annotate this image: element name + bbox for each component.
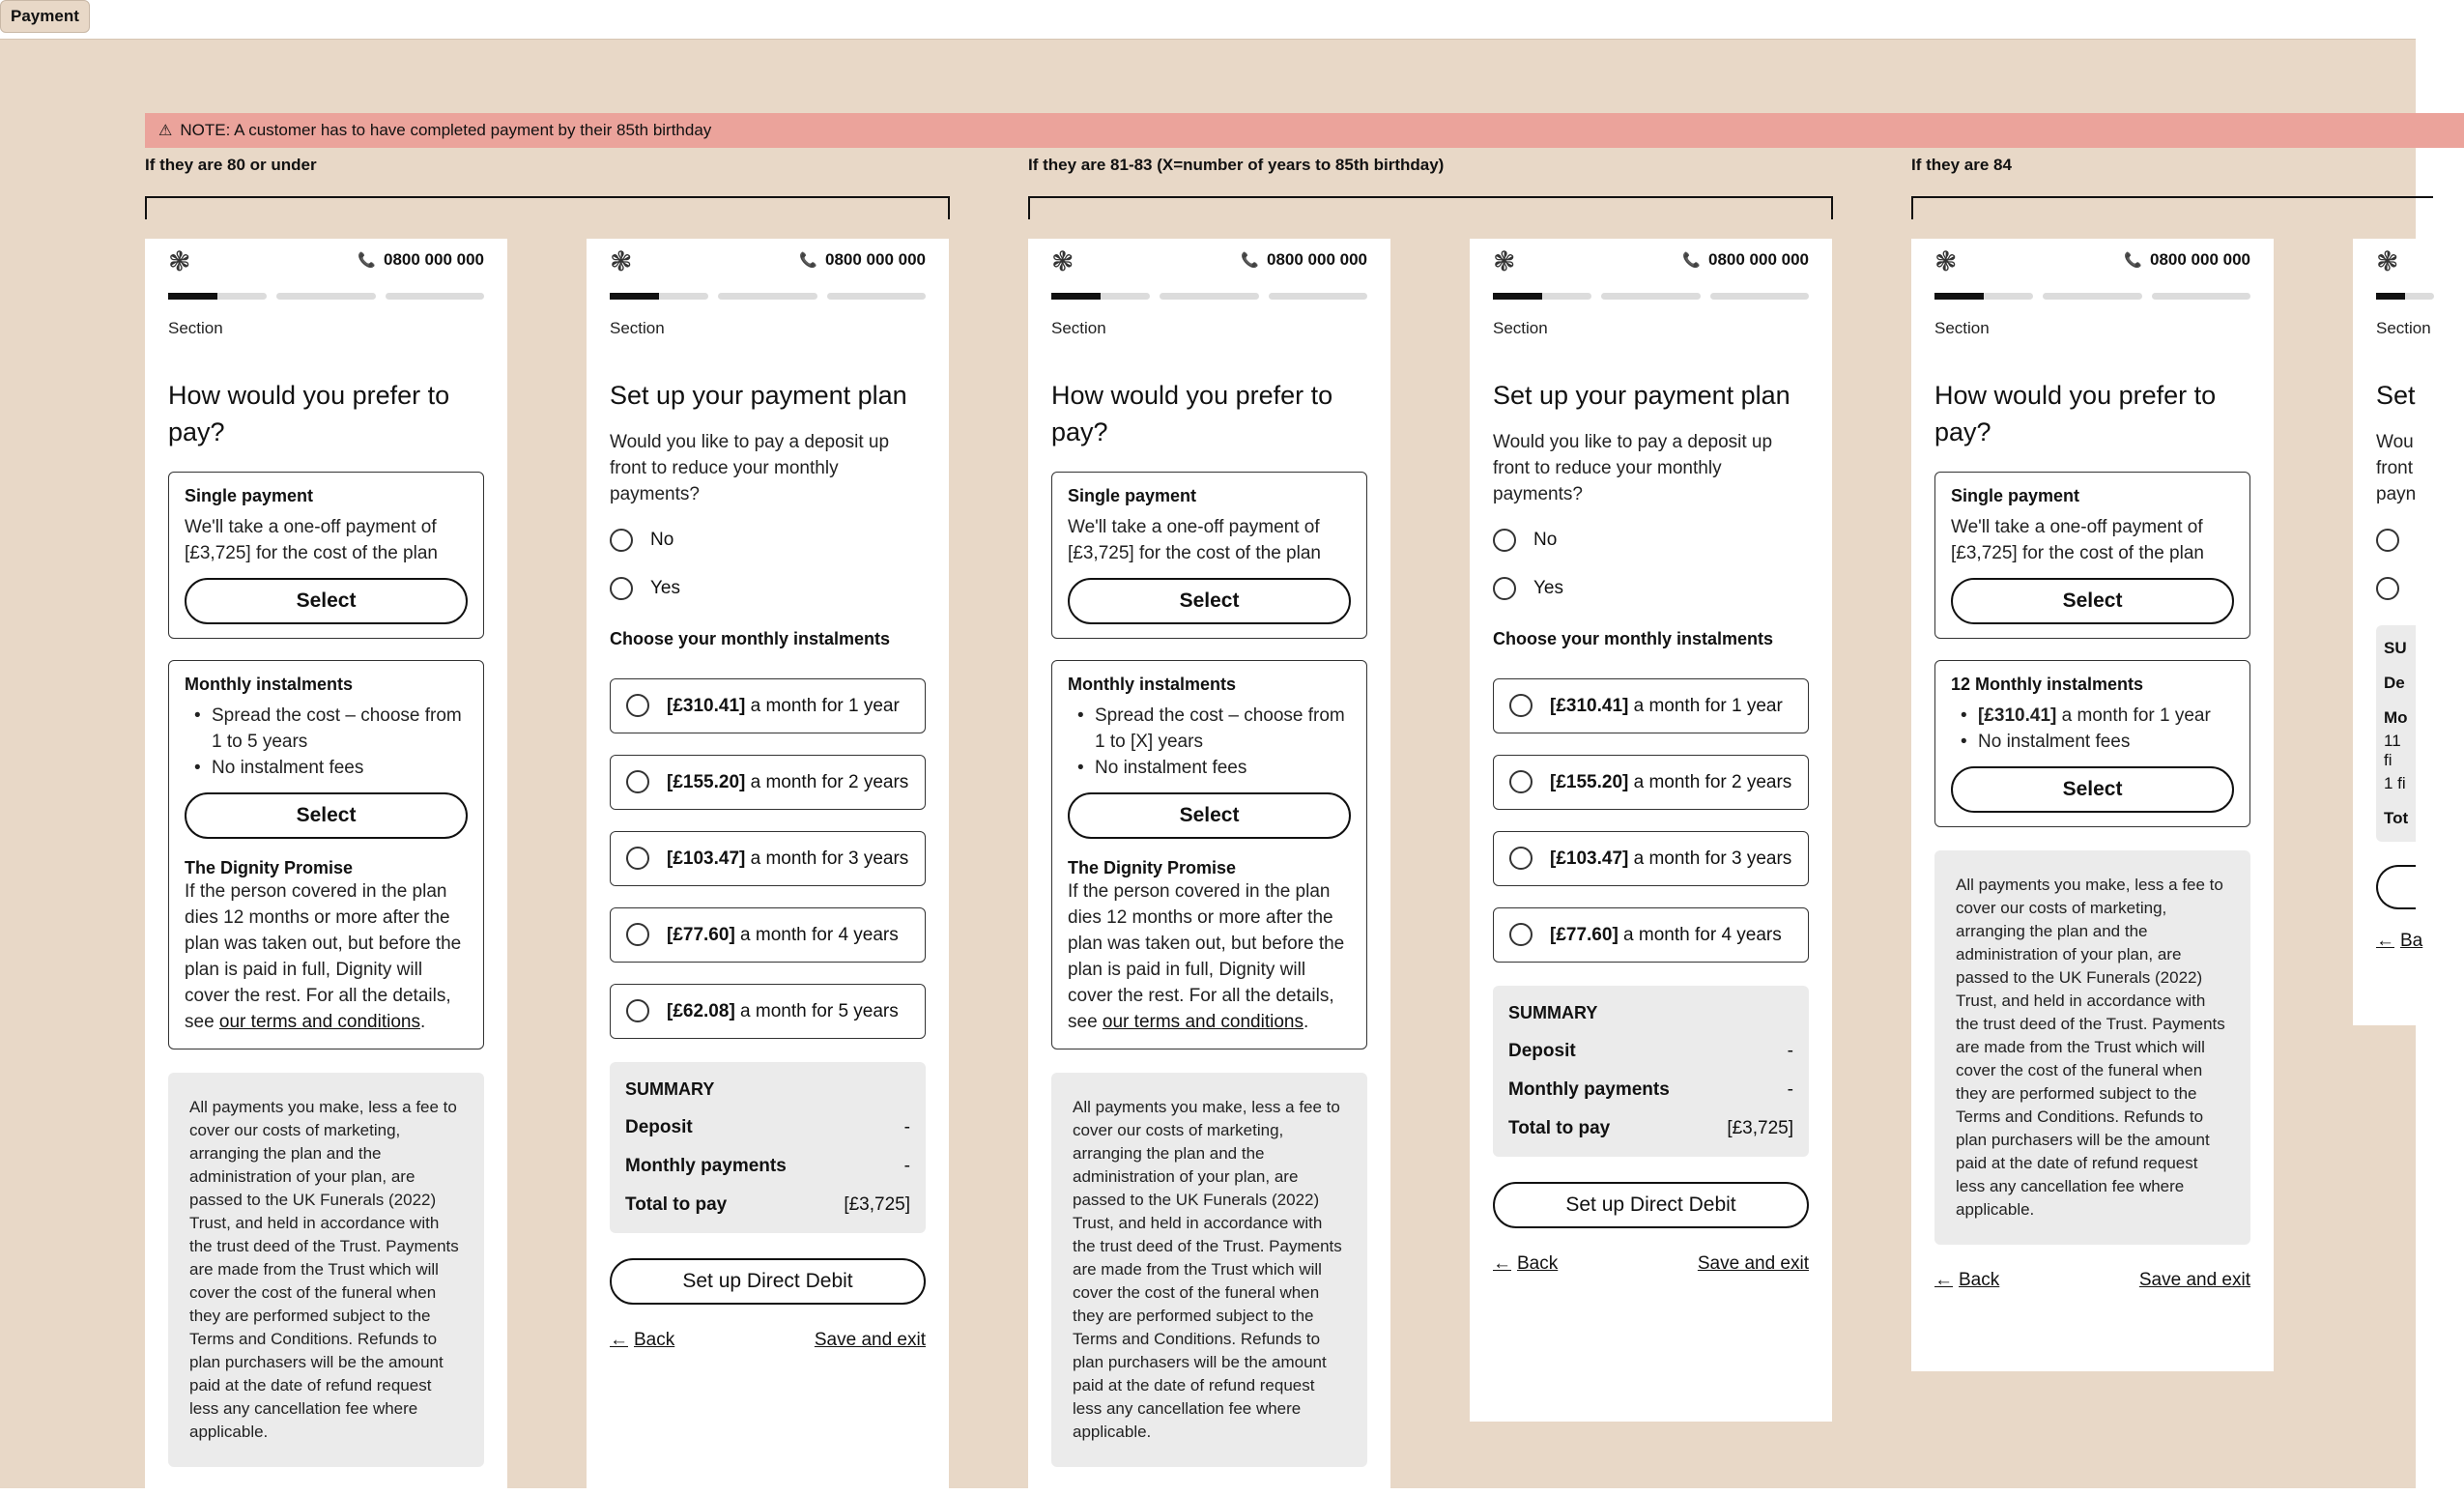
note-text: NOTE: A customer has to have completed payment by their 85th birthday [180, 121, 712, 139]
phone-number[interactable]: 📞 0800 000 000 [1682, 250, 1809, 269]
phone-icon: 📞 [2124, 252, 2142, 269]
dignity-logo-icon: ❃ [168, 246, 191, 276]
list-item: • Spread the cost – choose from 1 to 5 years [185, 703, 468, 755]
group-bracket [145, 196, 950, 219]
select-monthly-button[interactable]: Select [1068, 792, 1351, 839]
deposit-question: Wou front payn [2376, 432, 2417, 504]
radio-icon [626, 694, 649, 717]
radio-icon [1509, 694, 1533, 717]
list-item: • Spread the cost – choose from 1 to [X] years [1068, 703, 1351, 755]
group-label-80-under: If they are 80 or under [145, 156, 317, 174]
save-exit-link[interactable]: Save and exit [814, 1330, 926, 1350]
radio-no[interactable]: No [1493, 525, 1809, 556]
arrow-left-icon: ← [1934, 1270, 1953, 1290]
progress-bar [1493, 293, 1809, 300]
footer-links [2376, 931, 2423, 971]
monthly-instalments-card [168, 660, 484, 1049]
promise-text: If the person covered in the plan dies 12 months or more after the plan was taken out, but before the plan is paid in full, Dignity will cover the rest. For all the details, see our terms and conditions. [1068, 881, 1345, 1032]
instalment-option[interactable]: [£62.08] a month for 5 years [610, 984, 926, 1039]
instalment-option[interactable]: [£155.20] a month for 2 years [1493, 755, 1809, 810]
radio-icon [1493, 577, 1516, 600]
section-label: Section [610, 319, 665, 337]
radio-icon [626, 999, 649, 1022]
phone-icon: 📞 [358, 252, 376, 269]
instalments-heading: Choose your monthly instalments [1493, 629, 1774, 648]
dignity-logo-icon: ❃ [1934, 246, 1958, 276]
screen-pay-method-84 [1911, 239, 2274, 1371]
promise-title: The Dignity Promise [1068, 858, 1237, 877]
radio-no[interactable]: No [610, 525, 926, 556]
back-link[interactable]: ← Back [1493, 1253, 1559, 1274]
single-payment-card [1934, 472, 2250, 639]
phone-icon: 📞 [1682, 252, 1701, 269]
promise-title: The Dignity Promise [185, 858, 354, 877]
radio-no[interactable] [2376, 525, 2416, 556]
screen-header [1493, 239, 1809, 285]
save-exit-link[interactable]: Save and exit [1697, 1253, 1809, 1274]
radio-icon [626, 770, 649, 793]
page-title: How would you prefer to pay? [1051, 381, 1333, 446]
progress-bar [1051, 293, 1367, 300]
card-title: Single payment [185, 486, 314, 505]
instalment-option[interactable]: [£103.47] a month for 3 years [610, 831, 926, 886]
summary-box: SUMMARY Deposit - Monthly payments - Total to pay [£3,725] [610, 1062, 926, 1233]
group-label-84: If they are 84 [1911, 156, 2012, 174]
footer-links [610, 1330, 926, 1370]
radio-yes[interactable] [2376, 573, 2416, 604]
phone-icon: 📞 [799, 252, 817, 269]
phone-icon: 📞 [1241, 252, 1259, 269]
radio-yes[interactable]: Yes [610, 573, 926, 604]
trust-info: All payments you make, less a fee to cover our costs of marketing, arranging the plan and the administration of your plan, are passed to the UK Funerals (2022) Trust, and held in accordance with the trust deed of the Trust. Payments are made from the Trust which will cover the cost of the funeral when they are performed subject to the Terms and Conditions. Refunds to plan purchasers will be the amount paid at the date of refund request less any cancellation fee where applicable. [168, 1073, 484, 1467]
radio-yes[interactable]: Yes [1493, 573, 1809, 604]
arrow-left-icon: ← [1493, 1253, 1511, 1274]
group-bracket [1028, 196, 1833, 219]
list-item: • [£310.41] a month for 1 year [1951, 703, 2234, 729]
screen-header [610, 239, 926, 285]
card-text: We'll take a one-off payment of [£3,725] for the cost of the plan [185, 517, 438, 563]
select-monthly-button[interactable]: Select [1951, 766, 2234, 813]
phone-number[interactable]: 📞 0800 000 000 [1241, 250, 1367, 269]
card-title: Monthly instalments [1068, 675, 1237, 694]
back-link[interactable]: ← Back [1934, 1270, 2000, 1290]
page-title: How would you prefer to pay? [168, 381, 450, 446]
phone-number[interactable]: 📞 0800 000 000 [799, 250, 926, 269]
footer-links [1934, 1270, 2250, 1310]
direct-debit-button[interactable]: Set up Direct Debit [610, 1258, 926, 1305]
screen-header [168, 239, 484, 285]
deposit-question: Would you like to pay a deposit up front to reduce your monthly payments? [1493, 432, 1773, 504]
terms-link[interactable]: our terms and conditions [1102, 1012, 1304, 1032]
card-title: 12 Monthly instalments [1951, 675, 2144, 694]
page-title: Set up your payment plan [610, 381, 907, 410]
promise-text: If the person covered in the plan dies 12 months or more after the plan was taken out, but before the plan is paid in full, Dignity will cover the rest. For all the details, see our terms and conditions. [185, 881, 462, 1032]
arrow-left-icon: ← [610, 1330, 628, 1350]
instalment-option[interactable]: [£310.41] a month for 1 year [610, 678, 926, 733]
instalment-option[interactable]: [£77.60] a month for 4 years [1493, 907, 1809, 963]
page-title: Set [2376, 381, 2416, 410]
design-canvas [0, 39, 2431, 1488]
dignity-logo-icon: ❃ [1051, 246, 1074, 276]
section-label: Section [168, 319, 223, 337]
screen-pay-method-80 [145, 239, 507, 1495]
card-title: Single payment [1951, 486, 2080, 505]
progress-bar [610, 293, 926, 300]
page-title: Set up your payment plan [1493, 381, 1791, 410]
select-single-button[interactable]: Select [185, 578, 468, 624]
instalment-option[interactable]: [£155.20] a month for 2 years [610, 755, 926, 810]
screen-header [2376, 239, 2416, 285]
tab-payment[interactable]: Payment [0, 0, 90, 33]
save-exit-link[interactable]: Save and exit [2138, 1270, 2250, 1290]
section-label: Section [1493, 319, 1548, 337]
radio-icon [626, 923, 649, 946]
trust-info: All payments you make, less a fee to cover our costs of marketing, arranging the plan and the administration of your plan, are passed to the UK Funerals (2022) Trust, and held in accordance with the trust deed of the Trust. Payments are made from the Trust which will cover the cost of the funeral when they are performed subject to the Terms and Conditions. Refunds to plan purchasers will be the amount paid at the date of refund request less any cancellation fee where applicable. [1051, 1073, 1367, 1467]
progress-bar [2376, 293, 2416, 300]
single-payment-card [168, 472, 484, 639]
single-payment-card [1051, 472, 1367, 639]
screen-plan-80 [587, 239, 949, 1495]
section-label: Section [1934, 319, 1990, 337]
radio-icon [2376, 577, 2399, 600]
trust-info: All payments you make, less a fee to cover our costs of marketing, arranging the plan and the administration of your plan, are passed to the UK Funerals (2022) Trust, and held in accordance with the trust deed of the Trust. Payments are made from the Trust which will cover the cost of the funeral when they are performed subject to the Terms and Conditions. Refunds to plan purchasers will be the amount paid at the date of refund request less any cancellation fee where applicable. [1934, 850, 2250, 1245]
list-item: • No instalment fees [1951, 729, 2234, 755]
screen-plan-84-partial [2353, 239, 2431, 1025]
screen-header [1934, 239, 2250, 285]
dignity-logo-icon: ❃ [610, 246, 633, 276]
progress-bar [168, 293, 484, 300]
group-label-81-83: If they are 81-83 (X=number of years to 85th birthday) [1028, 156, 1445, 174]
radio-icon [626, 847, 649, 870]
card-text: We'll take a one-off payment of [£3,725] for the cost of the plan [1951, 517, 2204, 563]
list-item: • No instalment fees [1068, 755, 1351, 781]
terms-link[interactable]: our terms and conditions [218, 1012, 420, 1032]
back-link[interactable]: ← Ba [2376, 931, 2423, 951]
group-bracket [1911, 196, 2433, 219]
summary-box: SUMMARY Deposit - Monthly payments - Total to pay [£3,725] [1493, 986, 1809, 1157]
radio-icon [2376, 529, 2399, 552]
radio-icon [1493, 529, 1516, 552]
screen-header [1051, 239, 1367, 285]
radio-icon [610, 577, 633, 600]
card-title: Monthly instalments [185, 675, 354, 694]
select-single-button[interactable]: Select [1951, 578, 2234, 624]
progress-bar [1934, 293, 2250, 300]
list-item: • No instalment fees [185, 755, 468, 781]
note-banner [145, 113, 2464, 148]
deposit-question: Would you like to pay a deposit up front to reduce your monthly payments? [610, 432, 890, 504]
screen-plan-81-83 [1470, 239, 1832, 1422]
summary-box: SU De Mo 11 fi 1 fi Tot [2376, 625, 2416, 842]
warning-icon: ⚠ [158, 123, 173, 139]
select-monthly-button[interactable]: Select [185, 792, 468, 839]
direct-debit-button[interactable]: Set up Direct Debit [1493, 1182, 1809, 1228]
card-title: Single payment [1068, 486, 1197, 505]
card-text: We'll take a one-off payment of [£3,725] for the cost of the plan [1068, 517, 1321, 563]
radio-icon [1509, 770, 1533, 793]
page-title: How would you prefer to pay? [1934, 381, 2217, 446]
dignity-logo-icon: ❃ [1493, 246, 1516, 276]
phone-number[interactable]: 📞 0800 000 000 [2124, 250, 2250, 269]
phone-number[interactable]: 📞 0800 000 000 [358, 250, 484, 269]
section-label: Section [2376, 319, 2431, 337]
instalment-option[interactable]: [£310.41] a month for 1 year [1493, 678, 1809, 733]
monthly-instalments-card [1051, 660, 1367, 1049]
monthly-12-card [1934, 660, 2250, 827]
select-single-button[interactable]: Select [1068, 578, 1351, 624]
radio-icon [1509, 923, 1533, 946]
arrow-left-icon: ← [2376, 931, 2394, 951]
direct-debit-button[interactable] [2376, 865, 2416, 909]
footer-links [1493, 1253, 1809, 1294]
screen-pay-method-81-83 [1028, 239, 1390, 1495]
dignity-logo-icon: ❃ [2376, 246, 2399, 276]
radio-icon [610, 529, 633, 552]
radio-icon [1509, 847, 1533, 870]
back-link[interactable]: ← Back [610, 1330, 675, 1350]
instalment-option[interactable]: [£103.47] a month for 3 years [1493, 831, 1809, 886]
section-label: Section [1051, 319, 1106, 337]
instalment-option[interactable]: [£77.60] a month for 4 years [610, 907, 926, 963]
instalments-heading: Choose your monthly instalments [610, 629, 891, 648]
